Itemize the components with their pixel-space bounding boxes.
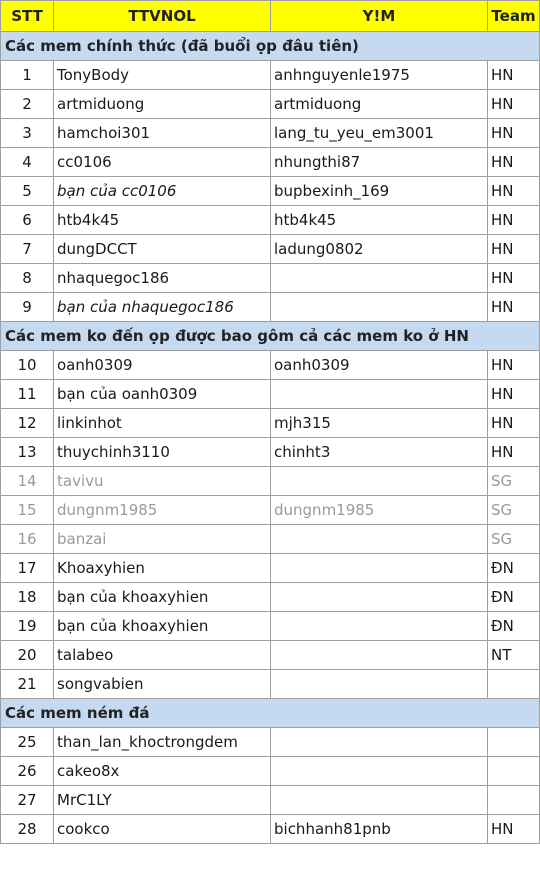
cell-team: HN (488, 90, 540, 119)
section-header (1, 699, 540, 728)
cell-team: ĐN (488, 583, 540, 612)
cell-team: HN (488, 293, 540, 322)
cell-team: HN (488, 177, 540, 206)
cell-stt: 14 (1, 467, 54, 496)
table-row (1, 264, 540, 293)
cell-stt: 25 (1, 728, 54, 757)
cell-team: HN (488, 380, 540, 409)
table-row (1, 380, 540, 409)
cell-team: HN (488, 206, 540, 235)
cell-yim: chinht3 (271, 438, 488, 467)
cell-yim: ladung0802 (271, 235, 488, 264)
cell-yim: bichhanh81pnb (271, 815, 488, 844)
cell-team: HN (488, 148, 540, 177)
cell-stt: 21 (1, 670, 54, 699)
table-row (1, 670, 540, 699)
cell-stt: 5 (1, 177, 54, 206)
cell-yim: lang_tu_yeu_em3001 (271, 119, 488, 148)
cell-stt: 15 (1, 496, 54, 525)
cell-team: HN (488, 815, 540, 844)
cell-stt: 26 (1, 757, 54, 786)
cell-ttvnol: tavivu (54, 467, 271, 496)
table-row (1, 90, 540, 119)
cell-yim (271, 612, 488, 641)
cell-team: HN (488, 235, 540, 264)
cell-ttvnol: oanh0309 (54, 351, 271, 380)
cell-team: SG (488, 467, 540, 496)
cell-ttvnol: htb4k45 (54, 206, 271, 235)
header-row (1, 1, 540, 32)
cell-stt: 13 (1, 438, 54, 467)
cell-yim (271, 264, 488, 293)
cell-yim (271, 670, 488, 699)
cell-team: NT (488, 641, 540, 670)
section-header (1, 32, 540, 61)
cell-stt: 7 (1, 235, 54, 264)
cell-ttvnol: hamchoi301 (54, 119, 271, 148)
table-row (1, 467, 540, 496)
cell-stt: 18 (1, 583, 54, 612)
table-row (1, 177, 540, 206)
table-row (1, 525, 540, 554)
cell-stt: 11 (1, 380, 54, 409)
cell-team: HN (488, 119, 540, 148)
cell-ttvnol: cakeo8x (54, 757, 271, 786)
cell-stt: 12 (1, 409, 54, 438)
cell-ttvnol: linkinhot (54, 409, 271, 438)
cell-team: HN (488, 409, 540, 438)
table-row (1, 496, 540, 525)
section-title: Các mem ko đến ọp được bao gôm cả các mem ko ở HN (1, 322, 540, 351)
cell-team: HN (488, 438, 540, 467)
cell-stt: 8 (1, 264, 54, 293)
cell-ttvnol: than_lan_khoctrongdem (54, 728, 271, 757)
cell-ttvnol: banzai (54, 525, 271, 554)
cell-yim: mjh315 (271, 409, 488, 438)
header-team: Team (488, 1, 540, 32)
cell-yim: nhungthi87 (271, 148, 488, 177)
cell-stt: 20 (1, 641, 54, 670)
cell-ttvnol: bạn của khoaxyhien (54, 612, 271, 641)
table-row (1, 409, 540, 438)
cell-stt: 16 (1, 525, 54, 554)
section-title: Các mem chính thức (đã buổi ọp đâu tiên) (1, 32, 540, 61)
cell-stt: 3 (1, 119, 54, 148)
cell-stt: 27 (1, 786, 54, 815)
table-row (1, 815, 540, 844)
table-row (1, 612, 540, 641)
cell-team: HN (488, 61, 540, 90)
table-row (1, 438, 540, 467)
section-header (1, 322, 540, 351)
cell-ttvnol: cc0106 (54, 148, 271, 177)
cell-stt: 9 (1, 293, 54, 322)
cell-ttvnol: dungnm1985 (54, 496, 271, 525)
cell-stt: 19 (1, 612, 54, 641)
cell-team: ĐN (488, 612, 540, 641)
header-stt: STT (1, 1, 54, 32)
cell-stt: 4 (1, 148, 54, 177)
cell-team (488, 670, 540, 699)
cell-team: SG (488, 496, 540, 525)
cell-yim: anhnguyenle1975 (271, 61, 488, 90)
cell-stt: 10 (1, 351, 54, 380)
cell-ttvnol: songvabien (54, 670, 271, 699)
table-row (1, 351, 540, 380)
cell-ttvnol: artmiduong (54, 90, 271, 119)
cell-team (488, 786, 540, 815)
table-row (1, 554, 540, 583)
cell-ttvnol: MrC1LY (54, 786, 271, 815)
cell-ttvnol: bạn của oanh0309 (54, 380, 271, 409)
cell-stt: 6 (1, 206, 54, 235)
cell-team: ĐN (488, 554, 540, 583)
table-row (1, 206, 540, 235)
table-row (1, 583, 540, 612)
table-row (1, 148, 540, 177)
cell-yim (271, 554, 488, 583)
cell-stt: 1 (1, 61, 54, 90)
cell-stt: 2 (1, 90, 54, 119)
cell-yim: dungnm1985 (271, 496, 488, 525)
cell-yim (271, 293, 488, 322)
table-row (1, 61, 540, 90)
cell-yim (271, 467, 488, 496)
cell-team: HN (488, 264, 540, 293)
cell-team (488, 757, 540, 786)
cell-yim (271, 525, 488, 554)
cell-yim (271, 786, 488, 815)
cell-team: SG (488, 525, 540, 554)
table-row (1, 641, 540, 670)
cell-ttvnol: dungDCCT (54, 235, 271, 264)
cell-yim: htb4k45 (271, 206, 488, 235)
table-row (1, 757, 540, 786)
cell-yim (271, 757, 488, 786)
table-row (1, 119, 540, 148)
cell-ttvnol: TonyBody (54, 61, 271, 90)
cell-ttvnol: Khoaxyhien (54, 554, 271, 583)
cell-ttvnol: bạn của nhaquegoc186 (54, 293, 271, 322)
cell-ttvnol: bạn của cc0106 (54, 177, 271, 206)
cell-ttvnol: talabeo (54, 641, 271, 670)
table-body (1, 32, 540, 844)
header-ttvnol: TTVNOL (54, 1, 271, 32)
table-row (1, 235, 540, 264)
cell-team (488, 728, 540, 757)
cell-yim: bupbexinh_169 (271, 177, 488, 206)
cell-ttvnol: bạn của khoaxyhien (54, 583, 271, 612)
header-yim: Y!M (271, 1, 488, 32)
cell-yim (271, 583, 488, 612)
table-row (1, 293, 540, 322)
cell-stt: 17 (1, 554, 54, 583)
section-title: Các mem ném đá (1, 699, 540, 728)
cell-yim (271, 380, 488, 409)
cell-yim (271, 641, 488, 670)
cell-ttvnol: cookco (54, 815, 271, 844)
table-row (1, 786, 540, 815)
cell-team: HN (488, 351, 540, 380)
cell-yim: oanh0309 (271, 351, 488, 380)
cell-stt: 28 (1, 815, 54, 844)
cell-yim: artmiduong (271, 90, 488, 119)
table-row (1, 728, 540, 757)
cell-yim (271, 728, 488, 757)
cell-ttvnol: nhaquegoc186 (54, 264, 271, 293)
cell-ttvnol: thuychinh3110 (54, 438, 271, 467)
